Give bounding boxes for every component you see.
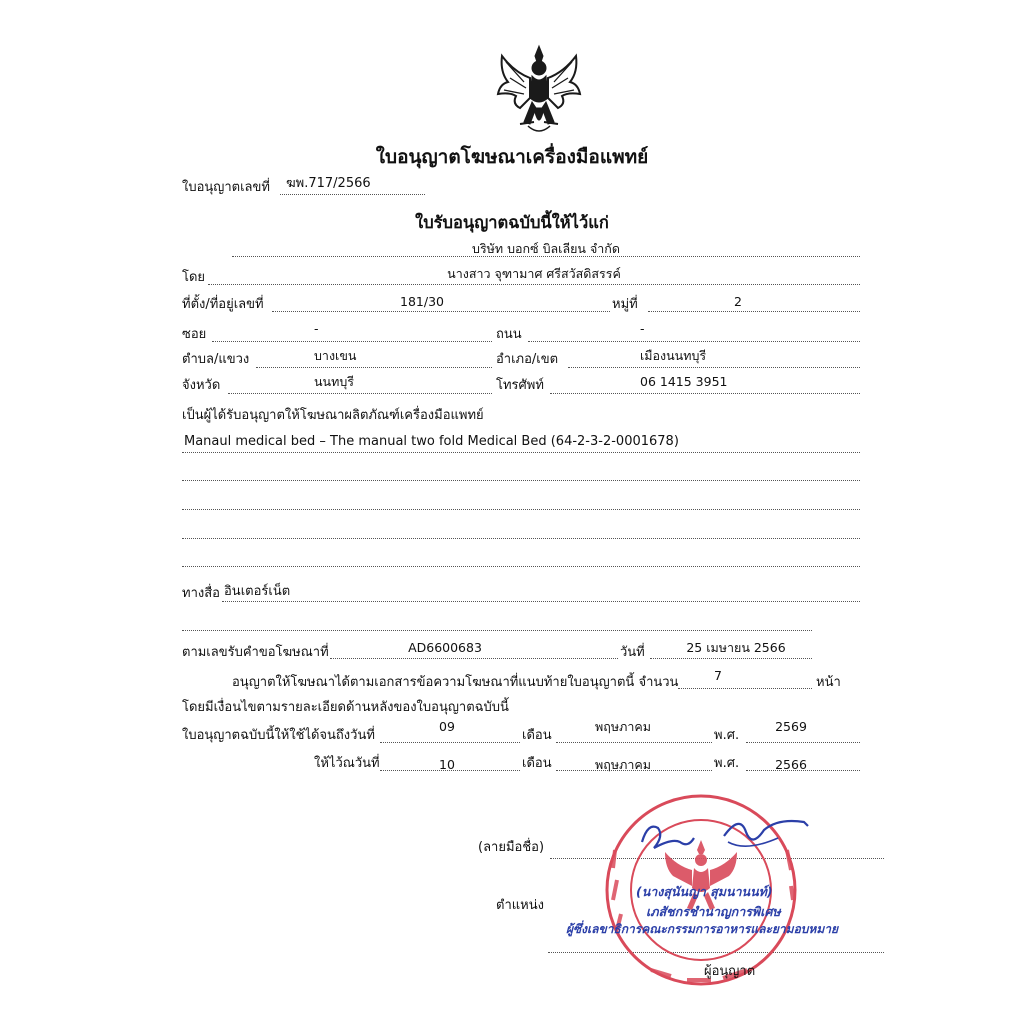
company-line	[232, 256, 860, 257]
pages-value: 7	[714, 668, 722, 683]
valid-year-line	[746, 742, 860, 743]
issued-month-label: เดือน	[522, 756, 552, 771]
document-title: ใบอนุญาตโฆษณาเครื่องมือแพทย์	[375, 146, 649, 168]
district-label: อำเภอ/เขต	[496, 352, 559, 367]
blank-line-3	[182, 538, 860, 539]
signer-name: (นางสุนันญา สุมนานนท์)	[636, 884, 773, 899]
valid-month: พฤษภาคม	[595, 719, 651, 734]
issued-month: พฤษภาคม	[595, 757, 651, 772]
blank-line-4	[182, 566, 860, 567]
position-label: ตำแหน่ง	[496, 898, 544, 913]
valid-year: 2569	[775, 719, 807, 734]
issued-year-label: พ.ศ.	[714, 756, 740, 771]
valid-year-label: พ.ศ.	[714, 728, 740, 743]
condition-text: โดยมีเงื่อนไขตามรายละเอียดด้านหลังของใบอนุญาตฉบับนี้	[182, 700, 509, 715]
address-no: 181/30	[400, 294, 444, 309]
by-line	[208, 284, 860, 285]
subdistrict-line	[256, 367, 492, 368]
valid-month-line	[556, 742, 712, 743]
request-date-line	[650, 658, 812, 659]
road-value: -	[640, 321, 645, 336]
media-line	[222, 601, 860, 602]
issued-to-heading: ใบรับอนุญาตฉบับนี้ให้ไว้แก่	[415, 213, 609, 232]
soi-label: ซอย	[182, 327, 207, 342]
request-date-label: วันที่	[620, 645, 645, 660]
district-line	[568, 367, 860, 368]
media-label: ทางสื่อ	[182, 586, 220, 601]
subdistrict-value: บางเขน	[314, 348, 357, 363]
licensee-desc: เป็นผู้ได้รับอนุญาตให้โฆษณาผลิตภัณฑ์เครื่องมือแพทย์	[182, 408, 484, 423]
issued-on-label: ให้ไว้ณวันที่	[314, 756, 380, 771]
issued-day: 10	[439, 757, 455, 772]
blank-line-1	[182, 480, 860, 481]
address-line	[272, 311, 610, 312]
road-label: ถนน	[496, 327, 522, 342]
province-value: นนทบุรี	[314, 374, 354, 389]
company-name: บริษัท บอกซ์ บิลเลียน จำกัด	[472, 241, 620, 256]
request-date: 25 เมษายน 2566	[686, 640, 786, 655]
request-no: AD6600683	[408, 640, 482, 655]
province-line	[228, 393, 492, 394]
moo-value: 2	[734, 294, 742, 309]
soi-line	[212, 341, 492, 342]
license-no-line	[280, 194, 425, 195]
valid-until-label: ใบอนุญาตฉบับนี้ให้ใช้ได้จนถึงวันที่	[182, 728, 375, 743]
pages-unit: หน้า	[816, 675, 841, 690]
request-no-label: ตามเลขรับคำขอโฆษณาที่	[182, 645, 329, 660]
product-line	[182, 452, 860, 453]
soi-value: -	[314, 321, 319, 336]
media-value: อินเตอร์เน็ต	[224, 584, 291, 599]
moo-label: หมู่ที่	[612, 297, 638, 312]
permit-text: อนุญาตให้โฆษณาได้ตามเอกสารข้อความโฆษณาที่แนบท้ายใบอนุญาตนี้ จำนวน	[232, 675, 679, 690]
license-no-label: ใบอนุญาตเลขที่	[182, 180, 270, 195]
by-person: นางสาว จุฑามาศ ศรีสวัสดิสรรค์	[447, 266, 621, 281]
valid-day: 09	[439, 719, 455, 734]
phone-label: โทรศัพท์	[496, 378, 544, 393]
request-no-line	[330, 658, 618, 659]
licensor-label: ผู้อนุญาต	[704, 964, 756, 979]
signature-scribble-icon	[628, 808, 828, 872]
signer-role: ผู้ซึ่งเลขาธิการคณะกรรมการอาหารและยามอบหมาย	[566, 922, 838, 936]
phone-line	[550, 393, 860, 394]
district-value: เมืองนนทบุรี	[640, 348, 707, 363]
license-no: ฆพ.717/2566	[286, 176, 371, 191]
blank-line-5	[182, 630, 812, 631]
road-line	[528, 341, 860, 342]
garuda-emblem-icon	[494, 42, 584, 138]
phone-value: 06 1415 3951	[640, 374, 728, 389]
product-name: Manaul medical bed – The manual two fold Medical Bed (64-2-3-2-0001678)	[184, 434, 679, 449]
signer-position: เภสัชกรชำนาญการพิเศษ	[646, 904, 781, 919]
issued-year: 2566	[775, 757, 807, 772]
valid-month-label: เดือน	[522, 728, 552, 743]
blank-line-2	[182, 509, 860, 510]
address-label: ที่ตั้ง/ที่อยู่เลขที่	[182, 297, 264, 312]
pages-line	[678, 688, 812, 689]
province-label: จังหวัด	[182, 378, 221, 393]
valid-day-line	[380, 742, 520, 743]
moo-line	[648, 311, 860, 312]
by-label: โดย	[182, 270, 206, 285]
signature-label: (ลายมือชื่อ)	[478, 840, 545, 855]
subdistrict-label: ตำบล/แขวง	[182, 352, 250, 367]
